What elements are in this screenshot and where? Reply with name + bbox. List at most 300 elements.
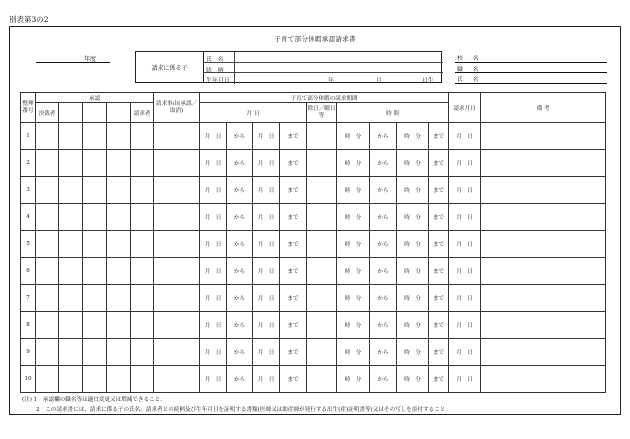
hour-unit: 時 bbox=[404, 377, 410, 383]
reason-cell[interactable] bbox=[154, 123, 200, 150]
from-label: から bbox=[227, 312, 253, 339]
approval-stamp[interactable] bbox=[59, 258, 83, 285]
month-unit: 月 bbox=[257, 269, 264, 275]
approval-stamp[interactable] bbox=[59, 366, 83, 393]
day-unit: 日 bbox=[215, 377, 222, 383]
month-unit: 月 bbox=[204, 350, 211, 356]
hour-unit: 時 bbox=[404, 350, 410, 356]
from-label: から bbox=[227, 339, 253, 366]
day-unit: 日 bbox=[467, 188, 473, 194]
request-date[interactable] bbox=[449, 204, 481, 231]
form-number: 別表第3の2 bbox=[9, 15, 49, 24]
requester-stamp[interactable] bbox=[131, 231, 154, 258]
until-label: まで bbox=[429, 258, 449, 285]
dob-year-unit: 年 bbox=[328, 78, 334, 84]
until-label: まで bbox=[429, 285, 449, 312]
day-unit: 日 bbox=[467, 323, 473, 329]
month-unit: 月 bbox=[456, 377, 462, 383]
until-label: まで bbox=[429, 231, 449, 258]
day-unit: 日 bbox=[215, 269, 222, 275]
start-date[interactable] bbox=[200, 231, 227, 258]
day-unit: 日 bbox=[215, 296, 222, 302]
table-row bbox=[21, 123, 606, 150]
minute-unit: 分 bbox=[415, 350, 421, 356]
start-time[interactable] bbox=[337, 312, 370, 339]
approval-stamp[interactable] bbox=[59, 123, 83, 150]
end-date[interactable] bbox=[253, 366, 280, 393]
reason-cell[interactable] bbox=[154, 312, 200, 339]
until-label: まで bbox=[280, 177, 307, 204]
approver-stamp[interactable] bbox=[36, 123, 59, 150]
until-label: まで bbox=[280, 231, 307, 258]
table-row bbox=[21, 258, 606, 285]
end-time[interactable] bbox=[397, 177, 429, 204]
approval-stamp[interactable] bbox=[107, 339, 131, 366]
job-title-label: 職名 bbox=[457, 66, 489, 73]
approval-stamp[interactable] bbox=[59, 339, 83, 366]
requester-name-label: 氏名 bbox=[457, 77, 489, 83]
approval-stamp[interactable] bbox=[107, 123, 131, 150]
row-number: 6 bbox=[21, 258, 36, 285]
request-date[interactable] bbox=[449, 123, 481, 150]
end-time[interactable] bbox=[397, 339, 429, 366]
table-row bbox=[21, 231, 606, 258]
approver-stamp[interactable] bbox=[36, 258, 59, 285]
request-date[interactable] bbox=[449, 231, 481, 258]
month-unit: 月 bbox=[456, 188, 462, 194]
request-date[interactable] bbox=[449, 312, 481, 339]
requester-stamp[interactable] bbox=[131, 339, 154, 366]
month-unit: 月 bbox=[257, 215, 264, 221]
day-unit: 日 bbox=[268, 269, 275, 275]
month-unit: 月 bbox=[456, 296, 462, 302]
minute-unit: 分 bbox=[355, 269, 362, 275]
child-name-label: 氏名 bbox=[206, 57, 230, 63]
start-date[interactable] bbox=[200, 204, 227, 231]
reason-cell[interactable] bbox=[154, 204, 200, 231]
approver-stamp[interactable] bbox=[36, 231, 59, 258]
dayofweek-cell[interactable] bbox=[307, 123, 337, 150]
minute-unit: 分 bbox=[355, 377, 362, 383]
minute-unit: 分 bbox=[415, 188, 421, 194]
row-number: 8 bbox=[21, 312, 36, 339]
from-label: から bbox=[370, 177, 397, 204]
day-unit: 日 bbox=[215, 188, 222, 194]
child-info-label: 請求に係る子 bbox=[136, 52, 204, 82]
hour-unit: 時 bbox=[344, 296, 351, 302]
table-row bbox=[21, 312, 606, 339]
hour-unit: 時 bbox=[404, 296, 410, 302]
from-label: から bbox=[227, 123, 253, 150]
col-date: 月 日 bbox=[200, 103, 307, 123]
day-unit: 日 bbox=[268, 242, 275, 248]
table-row bbox=[21, 150, 606, 177]
reason-cell[interactable] bbox=[154, 150, 200, 177]
start-time[interactable] bbox=[337, 366, 370, 393]
divider bbox=[234, 73, 235, 84]
hour-unit: 時 bbox=[344, 269, 351, 275]
requester-stamp[interactable] bbox=[131, 312, 154, 339]
reason-cell[interactable] bbox=[154, 285, 200, 312]
remarks-cell[interactable] bbox=[481, 123, 606, 150]
child-relation-row[interactable] bbox=[203, 63, 443, 74]
remarks-cell[interactable] bbox=[481, 285, 606, 312]
row-number: 7 bbox=[21, 285, 36, 312]
month-unit: 月 bbox=[456, 161, 462, 167]
start-time[interactable] bbox=[337, 231, 370, 258]
hour-unit: 時 bbox=[404, 215, 410, 221]
col-remarks: 備 考 bbox=[481, 93, 606, 123]
day-unit: 日 bbox=[268, 215, 275, 221]
col-requester: 請求者 bbox=[131, 103, 154, 123]
month-unit: 月 bbox=[456, 350, 462, 356]
day-unit: 日 bbox=[215, 350, 222, 356]
day-unit: 日 bbox=[268, 323, 275, 329]
approval-stamp[interactable] bbox=[59, 177, 83, 204]
col-period: 子育て部分休暇の請求期間 bbox=[200, 93, 449, 103]
approver-stamp[interactable] bbox=[36, 339, 59, 366]
reason-cell[interactable] bbox=[154, 339, 200, 366]
start-time[interactable] bbox=[337, 204, 370, 231]
month-unit: 月 bbox=[456, 134, 462, 140]
hour-unit: 時 bbox=[404, 323, 410, 329]
minute-unit: 分 bbox=[415, 215, 421, 221]
table-row bbox=[21, 366, 606, 393]
approval-stamp[interactable] bbox=[107, 150, 131, 177]
start-time[interactable] bbox=[337, 339, 370, 366]
dayofweek-cell[interactable] bbox=[307, 285, 337, 312]
request-date[interactable] bbox=[449, 177, 481, 204]
reason-cell[interactable] bbox=[154, 258, 200, 285]
end-time[interactable] bbox=[397, 204, 429, 231]
until-label: まで bbox=[429, 366, 449, 393]
end-date[interactable] bbox=[253, 339, 280, 366]
minute-unit: 分 bbox=[355, 215, 362, 221]
month-unit: 月 bbox=[456, 269, 462, 275]
approver-stamp[interactable] bbox=[36, 204, 59, 231]
approval-stamp[interactable] bbox=[59, 204, 83, 231]
start-time[interactable] bbox=[337, 258, 370, 285]
month-unit: 月 bbox=[204, 323, 211, 329]
row-number: 4 bbox=[21, 204, 36, 231]
end-date[interactable] bbox=[253, 123, 280, 150]
child-info-box bbox=[135, 51, 442, 83]
month-unit: 月 bbox=[257, 350, 264, 356]
day-unit: 日 bbox=[268, 188, 275, 194]
approver-stamp[interactable] bbox=[36, 150, 59, 177]
from-label: から bbox=[227, 285, 253, 312]
hour-unit: 時 bbox=[344, 377, 351, 383]
approval-stamp[interactable] bbox=[83, 339, 107, 366]
end-time[interactable] bbox=[397, 285, 429, 312]
end-date[interactable] bbox=[253, 258, 280, 285]
minute-unit: 分 bbox=[415, 296, 421, 302]
col-approval: 承認 bbox=[36, 93, 154, 103]
approval-stamp[interactable] bbox=[107, 366, 131, 393]
row-number: 5 bbox=[21, 231, 36, 258]
approval-stamp[interactable] bbox=[83, 231, 107, 258]
request-date[interactable] bbox=[449, 150, 481, 177]
month-unit: 月 bbox=[257, 242, 264, 248]
minute-unit: 分 bbox=[415, 377, 421, 383]
until-label: まで bbox=[429, 150, 449, 177]
divider bbox=[234, 63, 235, 73]
approval-stamp[interactable] bbox=[83, 177, 107, 204]
end-date[interactable] bbox=[253, 312, 280, 339]
end-date[interactable] bbox=[253, 231, 280, 258]
reason-cell[interactable] bbox=[154, 366, 200, 393]
row-number: 10 bbox=[21, 366, 36, 393]
dayofweek-cell[interactable] bbox=[307, 258, 337, 285]
approval-stamp[interactable] bbox=[107, 231, 131, 258]
hour-unit: 時 bbox=[404, 188, 410, 194]
start-date[interactable] bbox=[200, 177, 227, 204]
from-label: から bbox=[370, 123, 397, 150]
approval-stamp[interactable] bbox=[107, 258, 131, 285]
day-unit: 日 bbox=[215, 161, 222, 167]
from-label: から bbox=[370, 150, 397, 177]
day-unit: 日 bbox=[467, 242, 473, 248]
remarks-cell[interactable] bbox=[481, 312, 606, 339]
dayofweek-cell[interactable] bbox=[307, 231, 337, 258]
remarks-cell[interactable] bbox=[481, 339, 606, 366]
end-date[interactable] bbox=[253, 285, 280, 312]
minute-unit: 分 bbox=[415, 134, 421, 140]
day-unit: 日 bbox=[215, 215, 222, 221]
hour-unit: 時 bbox=[344, 215, 351, 221]
month-unit: 月 bbox=[204, 296, 211, 302]
approval-stamp[interactable] bbox=[83, 258, 107, 285]
dayofweek-cell[interactable] bbox=[307, 204, 337, 231]
requester-stamp[interactable] bbox=[131, 123, 154, 150]
minute-unit: 分 bbox=[355, 350, 362, 356]
from-label: から bbox=[227, 150, 253, 177]
from-label: から bbox=[227, 258, 253, 285]
until-label: まで bbox=[429, 204, 449, 231]
hour-unit: 時 bbox=[344, 161, 351, 167]
approval-stamp[interactable] bbox=[83, 123, 107, 150]
start-date[interactable] bbox=[200, 339, 227, 366]
end-time[interactable] bbox=[397, 258, 429, 285]
month-unit: 月 bbox=[257, 134, 264, 140]
month-unit: 月 bbox=[257, 377, 264, 383]
col-approval-blank bbox=[83, 103, 107, 123]
dob-day-unit: 日生 bbox=[422, 78, 434, 84]
col-dayofweek: 除日／曜日等 bbox=[307, 103, 337, 123]
reason-cell[interactable] bbox=[154, 177, 200, 204]
remarks-cell[interactable] bbox=[481, 150, 606, 177]
from-label: から bbox=[370, 312, 397, 339]
requester-stamp[interactable] bbox=[131, 150, 154, 177]
request-date[interactable] bbox=[449, 285, 481, 312]
start-date[interactable] bbox=[200, 150, 227, 177]
request-date[interactable] bbox=[449, 258, 481, 285]
remarks-cell[interactable] bbox=[481, 177, 606, 204]
minute-unit: 分 bbox=[415, 323, 421, 329]
month-unit: 月 bbox=[257, 296, 264, 302]
day-unit: 日 bbox=[215, 323, 222, 329]
hour-unit: 時 bbox=[404, 269, 410, 275]
dayofweek-cell[interactable] bbox=[307, 339, 337, 366]
hour-unit: 時 bbox=[344, 350, 351, 356]
month-unit: 月 bbox=[257, 323, 264, 329]
approver-stamp[interactable] bbox=[36, 366, 59, 393]
start-time[interactable] bbox=[337, 285, 370, 312]
month-unit: 月 bbox=[204, 269, 211, 275]
dayofweek-cell[interactable] bbox=[307, 177, 337, 204]
footnote-2: 2 この請求書には、請求に係る子の氏名、請求者との続柄及び生年月日を証明する書類(医師又は助産師が発行する出生(産)証明書等)又はその写しを添付すること。 bbox=[36, 406, 452, 413]
day-unit: 日 bbox=[467, 350, 473, 356]
minute-unit: 分 bbox=[355, 188, 362, 194]
until-label: まで bbox=[280, 258, 307, 285]
footnotes bbox=[22, 396, 451, 415]
approval-stamp[interactable] bbox=[59, 312, 83, 339]
request-date[interactable] bbox=[449, 339, 481, 366]
day-unit: 日 bbox=[268, 350, 275, 356]
col-approver: 決裁者 bbox=[36, 103, 59, 123]
from-label: から bbox=[370, 231, 397, 258]
approval-stamp[interactable] bbox=[107, 204, 131, 231]
until-label: まで bbox=[280, 204, 307, 231]
dayofweek-cell[interactable] bbox=[307, 366, 337, 393]
fiscal-year-label: 年度 bbox=[84, 56, 97, 63]
from-label: から bbox=[227, 231, 253, 258]
until-label: まで bbox=[280, 366, 307, 393]
start-date[interactable] bbox=[200, 312, 227, 339]
requester-name-field[interactable] bbox=[455, 72, 607, 84]
requester-stamp[interactable] bbox=[131, 204, 154, 231]
end-time[interactable] bbox=[397, 366, 429, 393]
dayofweek-cell[interactable] bbox=[307, 312, 337, 339]
start-time[interactable] bbox=[337, 150, 370, 177]
requester-stamp[interactable] bbox=[131, 285, 154, 312]
start-date[interactable] bbox=[200, 285, 227, 312]
requester-stamp[interactable] bbox=[131, 177, 154, 204]
month-unit: 月 bbox=[257, 161, 264, 167]
row-number: 2 bbox=[21, 150, 36, 177]
until-label: まで bbox=[280, 123, 307, 150]
approval-stamp[interactable] bbox=[83, 366, 107, 393]
child-relation-label: 続柄 bbox=[206, 67, 230, 74]
remarks-cell[interactable] bbox=[481, 204, 606, 231]
col-approval-blank bbox=[59, 103, 83, 123]
day-unit: 日 bbox=[467, 269, 473, 275]
remarks-cell[interactable] bbox=[481, 366, 606, 393]
until-label: まで bbox=[280, 150, 307, 177]
remarks-cell[interactable] bbox=[481, 258, 606, 285]
requester-stamp[interactable] bbox=[131, 366, 154, 393]
end-date[interactable] bbox=[253, 177, 280, 204]
hour-unit: 時 bbox=[344, 323, 351, 329]
approval-stamp[interactable] bbox=[59, 231, 83, 258]
end-time[interactable] bbox=[397, 231, 429, 258]
until-label: まで bbox=[280, 312, 307, 339]
approval-stamp[interactable] bbox=[83, 204, 107, 231]
start-date[interactable] bbox=[200, 123, 227, 150]
minute-unit: 分 bbox=[415, 161, 421, 167]
from-label: から bbox=[227, 366, 253, 393]
approval-stamp[interactable] bbox=[107, 285, 131, 312]
table-row bbox=[21, 204, 606, 231]
start-date[interactable] bbox=[200, 258, 227, 285]
approver-stamp[interactable] bbox=[36, 312, 59, 339]
dayofweek-cell[interactable] bbox=[307, 150, 337, 177]
minute-unit: 分 bbox=[355, 323, 362, 329]
row-number: 9 bbox=[21, 339, 36, 366]
month-unit: 月 bbox=[456, 323, 462, 329]
hour-unit: 時 bbox=[404, 161, 410, 167]
row-number: 1 bbox=[21, 123, 36, 150]
reason-cell[interactable] bbox=[154, 231, 200, 258]
child-name-row[interactable] bbox=[203, 52, 443, 63]
requester-stamp[interactable] bbox=[131, 258, 154, 285]
approver-stamp[interactable] bbox=[36, 177, 59, 204]
approval-stamp[interactable] bbox=[83, 150, 107, 177]
day-unit: 日 bbox=[467, 377, 473, 383]
from-label: から bbox=[370, 204, 397, 231]
start-date[interactable] bbox=[200, 366, 227, 393]
month-unit: 月 bbox=[257, 188, 264, 194]
form-title: 子育て部分休暇承認請求書 bbox=[274, 35, 356, 43]
start-time[interactable] bbox=[337, 123, 370, 150]
end-date[interactable] bbox=[253, 204, 280, 231]
day-unit: 日 bbox=[467, 134, 473, 140]
end-time[interactable] bbox=[397, 312, 429, 339]
month-unit: 月 bbox=[204, 134, 211, 140]
month-unit: 月 bbox=[204, 377, 211, 383]
from-label: から bbox=[227, 204, 253, 231]
approval-stamp[interactable] bbox=[83, 312, 107, 339]
from-label: から bbox=[370, 366, 397, 393]
approver-stamp[interactable] bbox=[36, 285, 59, 312]
until-label: まで bbox=[429, 177, 449, 204]
day-unit: 日 bbox=[215, 242, 222, 248]
end-time[interactable] bbox=[397, 123, 429, 150]
from-label: から bbox=[370, 339, 397, 366]
col-time: 時 間 bbox=[337, 103, 449, 123]
footnote-1: (注) 1 承認欄の職名等は適宜変更又は増減できること。 bbox=[22, 397, 166, 403]
hour-unit: 時 bbox=[344, 134, 351, 140]
month-unit: 月 bbox=[204, 188, 211, 194]
request-date[interactable] bbox=[449, 366, 481, 393]
until-label: まで bbox=[280, 285, 307, 312]
approval-stamp[interactable] bbox=[59, 150, 83, 177]
minute-unit: 分 bbox=[355, 134, 362, 140]
school-name-label: 校名 bbox=[457, 56, 489, 62]
approval-stamp[interactable] bbox=[107, 177, 131, 204]
end-date[interactable] bbox=[253, 150, 280, 177]
end-time[interactable] bbox=[397, 150, 429, 177]
hour-unit: 時 bbox=[404, 242, 410, 248]
child-dob-row[interactable] bbox=[203, 73, 443, 84]
from-label: から bbox=[227, 177, 253, 204]
day-unit: 日 bbox=[215, 134, 222, 140]
start-time[interactable] bbox=[337, 177, 370, 204]
approval-stamp[interactable] bbox=[83, 285, 107, 312]
fiscal-year-field[interactable] bbox=[36, 62, 110, 63]
minute-unit: 分 bbox=[355, 296, 362, 302]
month-unit: 月 bbox=[204, 242, 211, 248]
table-row bbox=[21, 285, 606, 312]
day-unit: 日 bbox=[467, 296, 473, 302]
row-number: 3 bbox=[21, 177, 36, 204]
approval-stamp[interactable] bbox=[59, 285, 83, 312]
day-unit: 日 bbox=[268, 161, 275, 167]
remarks-cell[interactable] bbox=[481, 231, 606, 258]
col-reason: 請求事由(承認／取消) bbox=[154, 93, 200, 123]
dob-month-unit: 月 bbox=[376, 78, 382, 84]
approval-stamp[interactable] bbox=[107, 312, 131, 339]
